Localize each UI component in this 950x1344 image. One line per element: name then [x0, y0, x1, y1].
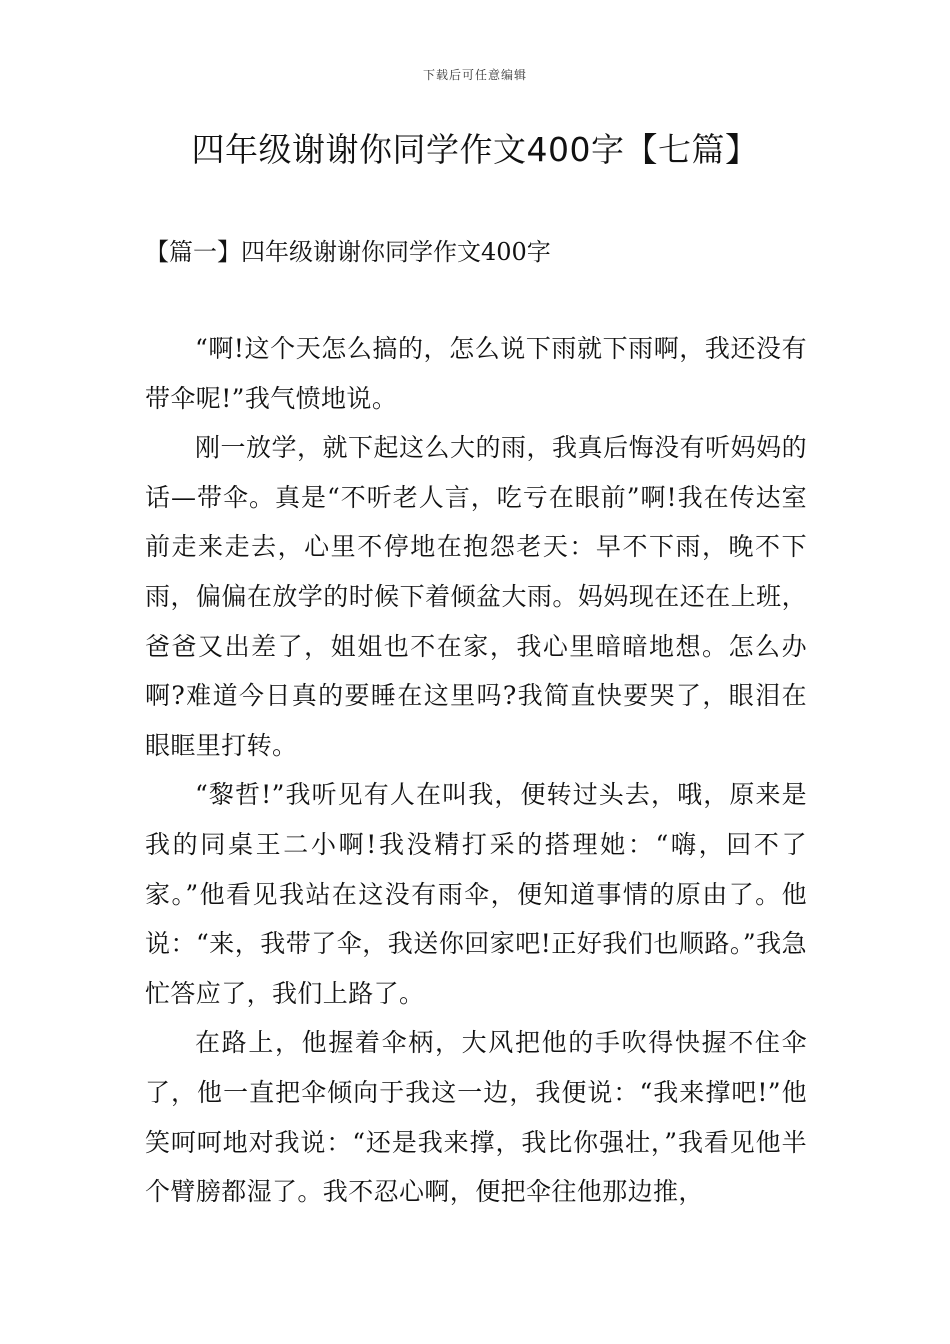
paragraph-4: 在路上，他握着伞柄，大风把他的手吹得快握不住伞了，他一直把伞倾向于我这一边，我便说：“我来撑吧!”他笑呵呵地对我说：“还是我来撑，我比你强壮，”我看见他半个臂膀都湿了。我不忍心啊，便把伞往他那边推，	[145, 1028, 807, 1207]
section-heading: 【篇一】四年级谢谢你同学作文400字	[145, 238, 551, 266]
document-title: 四年级谢谢你同学作文400字【七篇】	[191, 130, 759, 169]
paragraph-2: 刚一放学，就下起这么大的雨，我真后悔没有听妈妈的话—带伞。真是“不听老人言，吃亏在眼前”啊!我在传达室前走来走去，心里不停地在抱怨老天：早不下雨，晚不下雨，偏偏在放学的时候下着倾盆大雨。妈妈现在还在上班，爸爸又出差了，姐姐也不在家，我心里暗暗地想。怎么办啊?难道今日真的要睡在这里吗?我简直快要哭了，眼泪在眼眶里打转。	[145, 433, 807, 760]
header-note: 下载后可任意编辑	[422, 68, 527, 82]
paragraph-3: “黎哲!”我听见有人在叫我，便转过头去，哦，原来是我的同桌王二小啊!我没精打采的搭理她：“嗨，回不了家。”他看见我站在这没有雨伞，便知道事情的原由了。他说：“来，我带了伞，我送你回家吧!正好我们也顺路。”我急忙答应了，我们上路了。	[145, 780, 807, 1008]
paragraph-1: “啊!这个天怎么搞的，怎么说下雨就下雨啊，我还没有带伞呢!”我气愤地说。	[145, 334, 807, 413]
essay-body	[145, 324, 807, 1217]
